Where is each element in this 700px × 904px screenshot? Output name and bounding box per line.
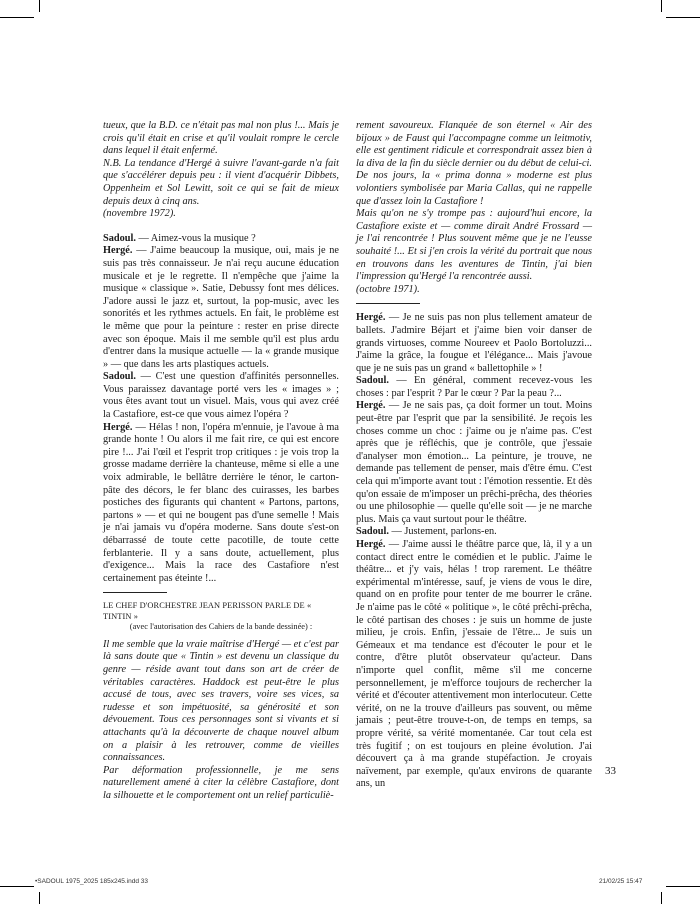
speaker-name: Sadoul. <box>103 232 136 244</box>
crop-mark <box>666 17 700 18</box>
quote-paragraph: Par déformation professionnelle, je me sens naturellement amené à citer la célèbre Castafiore, dont la silhouette et le comportement ont un relief particuliè- <box>103 764 339 801</box>
speaker-name: Sadoul. <box>356 375 389 387</box>
dialogue-paragraph <box>103 371 339 421</box>
right-column <box>356 120 592 791</box>
crop-mark <box>0 886 34 887</box>
author-note: N.B. La tendance d'Hergé à suivre l'avant-garde n'a fait que s'accélérer depuis peu : il vient d'acquérir Dibbets, Oppenheim et Sol Lewitt, soit ce qui se fait de mieux depuis deux à cinq ans. <box>103 157 339 207</box>
speaker-name: Sadoul. <box>356 526 389 538</box>
crop-mark <box>0 17 34 18</box>
dialogue-paragraph <box>356 400 592 526</box>
quote-continuation: rement savoureux. Flanquée de son éternel « Air des bijoux » de Faust qui l'accompagne comme un leitmotiv, elle est gentiment ridicule et correspondrait assez bien à la diva de la fin du siècle dernier ou du début de celui-ci. De nos jours, la « prima donna » moderne est plus volontiers symbolisée par Maria Callas, qui ne rappelle que d'assez loin la Castafiore ! <box>356 120 592 207</box>
dialogue-text: — J'aime aussi le théâtre parce que, là, il y a un contact direct entre le comédien et le public. J'aime le théâtre... et j'y vais, hélas ! trop rarement. Le théâtre expérimental m'intéresse, sauf, je viens de vous le dire, quand on en profite pour tenter de me bourrer le crâne. Je n'aime pas le côté « politique », le côté prêchi-prêcha, le côté partisan des choses : je suis un homme de juste milieu, je crois. Enfin, j'essaie de l'être... Je suis un Gémeaux et ma tendance est d'écouter le pour et le contre, d'être plutôt observateur qu'acteur. Dans n'importe quel conflit, même s'il me concerne personnellement, je m'efforce toujours de rechercher la vérité et d'écouter attentivement mon interlocuteur. Cette vérité, on ne la trouve d'ailleurs pas souvent, ou même jamais ; peut-être trouve-t-on, de temps en temps, sa propre vérité, sa vérité momentanée. Car tout cela est très fugitif ; on est toujours en pleine évolution. J'ai découvert ça à ma grande stupéfaction. Je croyais naïvement, par exemple, qu'aux environs de quarante ans, un <box>356 539 592 790</box>
section-heading: LE CHEF D'ORCHESTRE JEAN PERISSON PARLE DE « TINTIN » <box>103 601 312 621</box>
section-divider <box>103 592 167 593</box>
dialogue-paragraph <box>103 422 339 586</box>
speaker-name: Hergé. <box>103 421 133 433</box>
dialogue-text: — En général, comment recevez-vous les choses : par l'esprit ? Par le cœur ? Par la peau ?... <box>356 375 592 399</box>
dialogue-paragraph <box>356 312 592 375</box>
dialogue-text: — Aimez-vous la musique ? <box>135 232 256 244</box>
dialogue-paragraph <box>356 375 592 400</box>
dialogue-text: — Je ne suis pas non plus tellement amateur de ballets. J'admire Béjart et j'aime bien voir danser de grands virtuoses, comme Noureev et Paolo Bortoluzzi... J'aime la grâce, la fougue et l'élégance... Mais j'avoue que je ne suis pas un grand « ballettophile » ! <box>356 312 592 374</box>
quote-date: (octobre 1971). <box>356 283 420 295</box>
dialogue-text: — J'aime beaucoup la musique, oui, mais je ne suis pas très connaisseur. Je n'ai reçu aucune éducation musicale et je le regrette. Il n'empêche que j'aime la musique « classique ». Satie, Debussy font mes délices. J'adore aussi le jazz et, surtout, la pop-music, avec les sonorités et les rythmes actuels. En fait, le problème est le même que pour la peinture : rester en prise directe avec son époque. Mais il me semble qu'il est plus ardu d'entrer dans la musique actuelle — la « grande musique » — que dans les arts plastiques actuels. <box>103 245 339 370</box>
print-slug-file: •SADOUL 1975_2025 185x245.indd 33 <box>35 878 148 885</box>
crop-mark <box>39 892 40 904</box>
dialogue-text: — C'est une question d'affinités personnelles. Vous paraissez davantage porté vers les « images » ; vous êtes avant tout un visuel. Mais, vous qui avez créé la Castafiore, est-ce que vous aimez l'opéra ? <box>103 371 339 421</box>
print-slug-date: 21/02/25 15:47 <box>599 878 643 885</box>
crop-mark <box>666 886 700 887</box>
section-subheading: (avec l'autorisation des Cahiers de la bande dessinée) : <box>129 622 313 632</box>
section-divider <box>356 303 420 304</box>
dialogue-paragraph <box>103 245 339 371</box>
crop-mark <box>39 0 40 12</box>
dialogue-text: — Hélas ! non, l'opéra m'ennuie, je l'avoue à ma grande honte ! Ou alors il me fait rire, ce qui est encore pire !... J'ai l'œil et l'esprit trop critiques : je vois trop la grosse madame derrière la chanteuse, même si elle a une voix admirable, le bellâtre derrière le ténor, le carton-pâte des décors, le fer blanc des cuirasses, les barbes postiches des figurants qui chantent « Partons, partons, partons » — et qui ne bougent pas d'une semelle ! Mais je n'ai jamais vu d'opéra moderne. Sans doute s'est-on débarrassé de toute cette pacotille, de toute cette ferblanterie. Il y a sans doute, actuellement, plus d'exigence... Mais la race des Castafiore n'est certainement pas éteinte !... <box>103 421 339 584</box>
dialogue-paragraph <box>356 539 592 791</box>
dialogue-text: — Je ne sais pas, ça doit former un tout. Moins peut-être par l'esprit que par la sensibilité. Je reçois les choses comme un choc : j'aime ou je n'aime pas. C'est après que je réfléchis, que je contrôle, que j'essaie d'analyser mon émotion... La peinture, je trouve, ne demande pas tellement de penser, mais d'être ému. C'est cela qui m'importe avant tout : l'émotion ressentie. Et dès qu'on essaie de m'imposer un prêchi-prêcha, des théories ou une philosophie — quelle qu'elle soit — je ne marche plus. Mais ça vaut surtout pour le théâtre. <box>356 400 592 525</box>
speaker-name: Sadoul. <box>103 371 136 383</box>
crop-mark <box>661 892 662 904</box>
crop-mark <box>661 0 662 12</box>
quote-paragraph: Il me semble que la vraie maîtrise d'Hergé — et c'est par là sans doute que « Tintin » est devenu un classique du genre — réside avant tout dans son art de créer de véritables caractères. Haddock est peut-être le plus accusé de tous, avec ses travers, voire ses vices, sa rudesse et son impétuosité, sa générosité et son dévouement. Tous ces personnages sont si vivants et si attachants qu'à la découverte de chaque nouvel album on a plaisir à les retrouver, comme de vieilles connaissances. <box>103 638 339 764</box>
dialogue-text: — Justement, parlons-en. <box>388 526 497 538</box>
page-number: 33 <box>605 765 616 777</box>
intro-end: tueux, que la B.D. ce n'était pas mal non plus !... Mais je crois qu'il était en crise et qu'il voulait rompre le cercle dans lequel il était enfermé. <box>103 120 339 157</box>
quote-paragraph: Mais qu'on ne s'y trompe pas : aujourd'hui encore, la Castafiore existe et — comme dirait André Frossard — je l'ai rencontrée ! Plus souvent même que je ne l'eusse souhaité !... Et si j'en crois la vérité du portrait que nous en trouvons dans les aventures de Tintin, j'ai bien l'impression qu'Hergé l'a rencontrée aussi. <box>356 208 592 283</box>
speaker-name: Hergé. <box>356 400 386 412</box>
speaker-name: Hergé. <box>356 539 386 550</box>
note-date: (novembre 1972). <box>103 208 176 220</box>
dialogue-paragraph <box>356 526 592 539</box>
speaker-name: Hergé. <box>356 312 386 324</box>
left-column <box>103 120 339 803</box>
dialogue-paragraph <box>103 233 339 246</box>
speaker-name: Hergé. <box>103 245 133 257</box>
